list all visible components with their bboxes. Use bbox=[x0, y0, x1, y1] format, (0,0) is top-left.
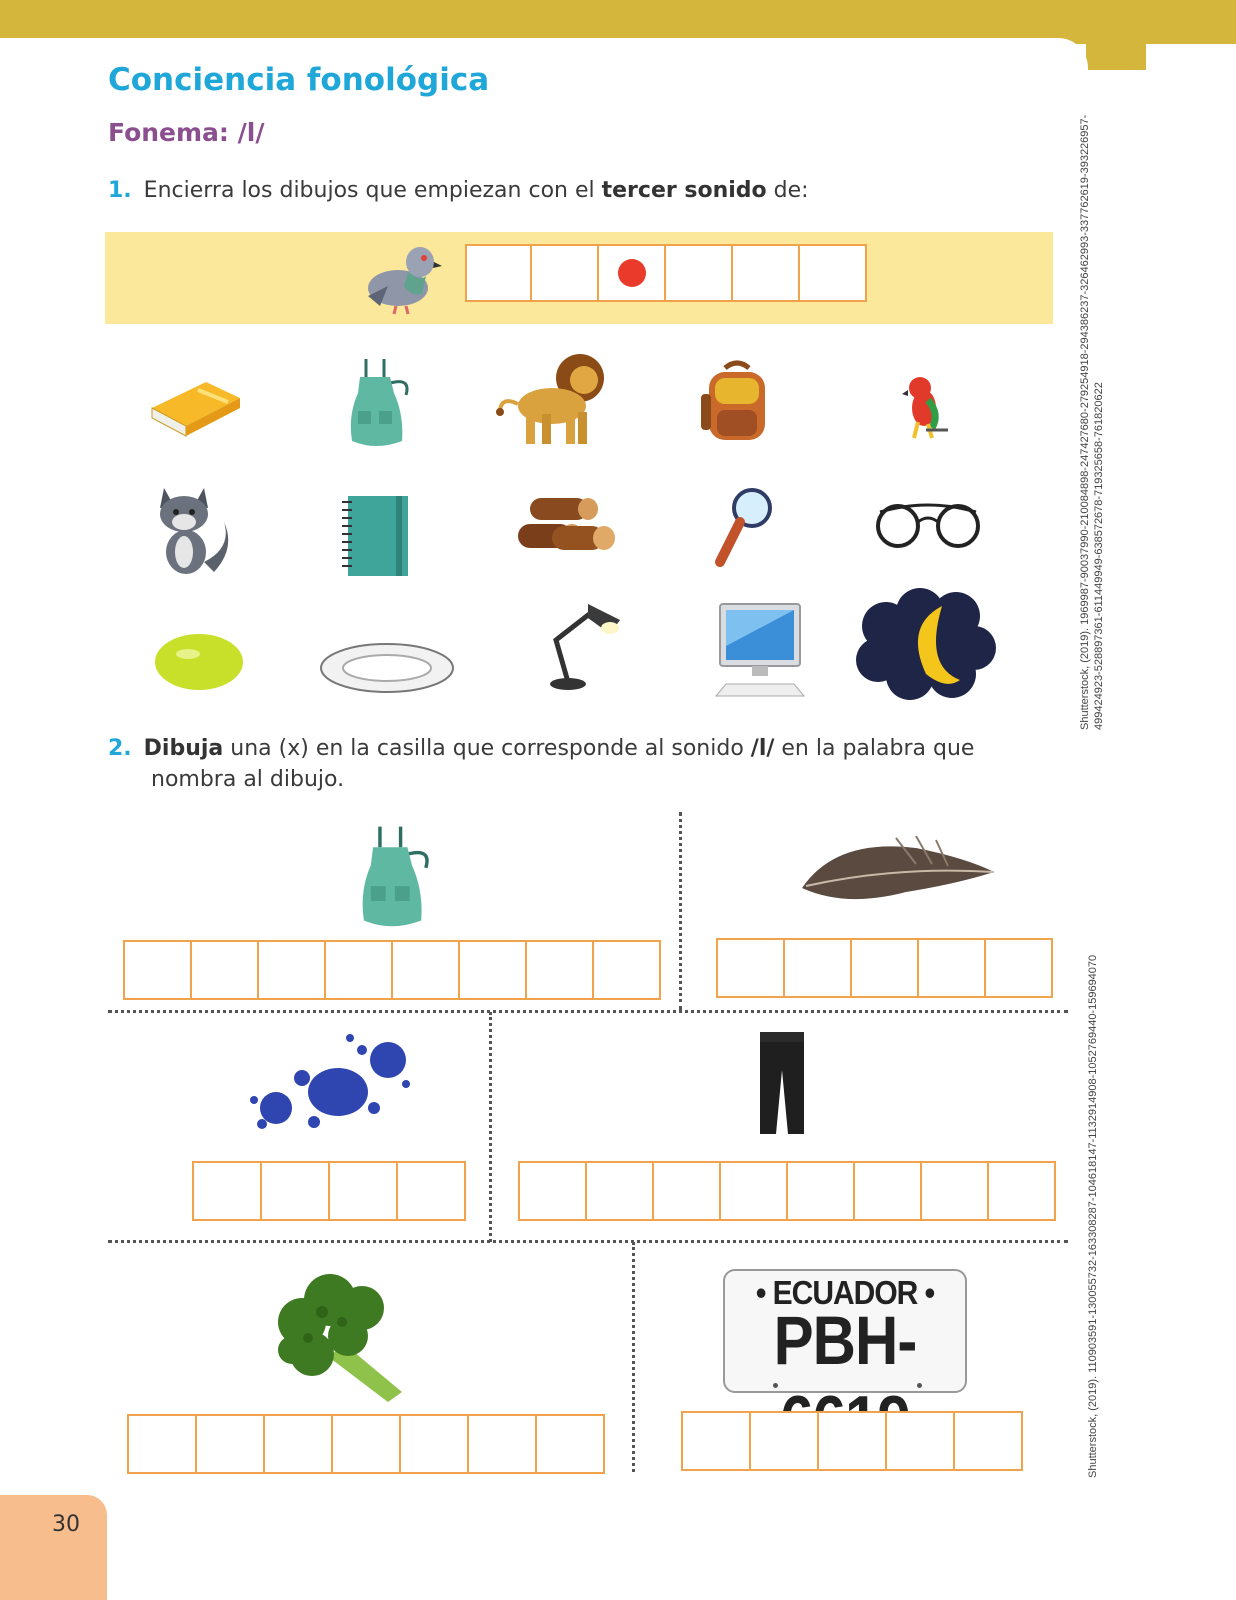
feather-icon bbox=[796, 818, 996, 918]
exercise2-text: una (x) en la casilla que corresponde al sonido bbox=[223, 736, 751, 761]
plate-hole bbox=[917, 1383, 922, 1388]
credit-line: 499424923-528897361-611449949-638572678-719325658-761820622 bbox=[1093, 382, 1105, 730]
plate-hole bbox=[773, 1383, 778, 1388]
answer-boxes-plate bbox=[681, 1411, 1023, 1471]
answer-box[interactable] bbox=[885, 1411, 955, 1471]
lion-icon[interactable] bbox=[496, 348, 608, 450]
lemon-icon[interactable] bbox=[152, 630, 246, 692]
answer-box[interactable] bbox=[786, 1161, 855, 1221]
answer-box[interactable] bbox=[391, 940, 460, 1000]
divider-vertical bbox=[632, 1242, 635, 1472]
answer-box[interactable] bbox=[396, 1161, 466, 1221]
apron-icon bbox=[350, 822, 442, 932]
exercise2-number: 2. bbox=[108, 736, 132, 761]
divider-horizontal bbox=[108, 1010, 1068, 1013]
answer-box[interactable] bbox=[984, 938, 1053, 998]
answer-box[interactable] bbox=[331, 1414, 401, 1474]
lamp-icon[interactable] bbox=[538, 592, 624, 692]
answer-box[interactable] bbox=[518, 1161, 587, 1221]
divider-vertical bbox=[489, 1012, 492, 1242]
answer-box[interactable] bbox=[467, 1414, 537, 1474]
license-plate-icon bbox=[723, 1269, 967, 1393]
backpack-icon[interactable] bbox=[697, 360, 777, 446]
answer-box[interactable] bbox=[817, 1411, 887, 1471]
exercise2-text-end: nombra al dibujo. bbox=[151, 767, 345, 792]
answer-boxes-ink bbox=[192, 1161, 466, 1221]
computer-icon[interactable] bbox=[712, 600, 808, 700]
page-number-tab bbox=[0, 1495, 107, 1600]
exercise1-emphasis: tercer sonido bbox=[601, 178, 767, 203]
letter-box-marked[interactable] bbox=[597, 244, 666, 302]
answer-box[interactable] bbox=[525, 940, 594, 1000]
answer-box[interactable] bbox=[749, 1411, 819, 1471]
model-letter-boxes bbox=[465, 244, 867, 302]
exercise2-text-cont: en la palabra que bbox=[774, 736, 975, 761]
broccoli-icon bbox=[272, 1272, 416, 1404]
ink-splash-icon bbox=[242, 1030, 418, 1134]
exercise1-instruction bbox=[108, 175, 809, 206]
image-credit-top bbox=[1078, 115, 1106, 730]
answer-box[interactable] bbox=[260, 1161, 330, 1221]
letter-box[interactable] bbox=[731, 244, 800, 302]
glasses-icon[interactable] bbox=[872, 500, 984, 550]
answer-boxes-broccoli bbox=[127, 1414, 605, 1474]
book-icon[interactable] bbox=[148, 368, 244, 440]
answer-box[interactable] bbox=[257, 940, 326, 1000]
exercise1-text: los dibujos que empiezan con el bbox=[234, 178, 602, 203]
answer-box[interactable] bbox=[592, 940, 661, 1000]
red-dot-marker bbox=[618, 259, 646, 287]
answer-box[interactable] bbox=[458, 940, 527, 1000]
answer-box[interactable] bbox=[850, 938, 919, 998]
answer-boxes-feather bbox=[716, 938, 1053, 998]
credit-line: Shutterstock, (2019). 110903591-130055732-163308287-104618147-1132914908-1052769440-159694070 bbox=[1087, 954, 1099, 1478]
answer-box[interactable] bbox=[987, 1161, 1056, 1221]
answer-box[interactable] bbox=[127, 1414, 197, 1474]
magnifier-icon[interactable] bbox=[712, 486, 776, 570]
letter-box[interactable] bbox=[465, 244, 532, 302]
answer-box[interactable] bbox=[190, 940, 259, 1000]
plate-icon[interactable] bbox=[318, 640, 456, 696]
answer-boxes-pants bbox=[518, 1161, 1056, 1221]
parrot-icon[interactable] bbox=[898, 374, 950, 440]
answer-box[interactable] bbox=[681, 1411, 751, 1471]
answer-box[interactable] bbox=[123, 940, 192, 1000]
divider-vertical bbox=[679, 812, 682, 1010]
page-number: 30 bbox=[52, 1512, 80, 1537]
exercise2-phoneme: /l/ bbox=[750, 736, 775, 761]
exercise2-instruction bbox=[108, 733, 1068, 795]
top-color-band-edge bbox=[1086, 0, 1146, 70]
answer-box[interactable] bbox=[920, 1161, 989, 1221]
letter-box[interactable] bbox=[798, 244, 867, 302]
credit-line: Shutterstock, (2019). 1969987-90037990-210084898-247427680-279254918-294386237-326462993-337762619-393226957- bbox=[1079, 114, 1091, 730]
phoneme-subtitle: Fonema: /l/ bbox=[108, 118, 265, 147]
apron-icon[interactable] bbox=[340, 355, 420, 451]
image-credit-bottom bbox=[1086, 955, 1100, 1478]
answer-box[interactable] bbox=[195, 1414, 265, 1474]
answer-box[interactable] bbox=[783, 938, 852, 998]
exercise1-verb: Encierra bbox=[143, 178, 235, 203]
exercise1-text-end: de: bbox=[766, 178, 809, 203]
page-title: Conciencia fonológica bbox=[108, 62, 490, 98]
answer-box[interactable] bbox=[652, 1161, 721, 1221]
answer-box[interactable] bbox=[192, 1161, 262, 1221]
logs-icon[interactable] bbox=[516, 492, 616, 556]
pigeon-icon bbox=[360, 236, 442, 316]
answer-box[interactable] bbox=[953, 1411, 1023, 1471]
answer-box[interactable] bbox=[853, 1161, 922, 1221]
answer-box[interactable] bbox=[263, 1414, 333, 1474]
answer-box[interactable] bbox=[585, 1161, 654, 1221]
plate-country: • ECUADOR • bbox=[755, 1275, 935, 1312]
answer-box[interactable] bbox=[719, 1161, 788, 1221]
answer-box[interactable] bbox=[399, 1414, 469, 1474]
letter-box[interactable] bbox=[530, 244, 599, 302]
answer-box[interactable] bbox=[716, 938, 785, 998]
exercise1-number: 1. bbox=[108, 178, 132, 203]
answer-box[interactable] bbox=[328, 1161, 398, 1221]
letter-box[interactable] bbox=[664, 244, 733, 302]
divider-horizontal bbox=[108, 1240, 1068, 1243]
answer-boxes-apron bbox=[123, 940, 661, 1000]
wolf-icon[interactable] bbox=[148, 478, 234, 578]
answer-box[interactable] bbox=[917, 938, 986, 998]
notebook-icon[interactable] bbox=[340, 492, 412, 580]
plate-number: PBH- bbox=[773, 1301, 917, 1379]
answer-box[interactable] bbox=[324, 940, 393, 1000]
answer-box[interactable] bbox=[535, 1414, 605, 1474]
pants-icon bbox=[754, 1030, 810, 1138]
exercise2-verb: Dibuja bbox=[143, 736, 224, 761]
moon-icon[interactable] bbox=[856, 586, 996, 700]
